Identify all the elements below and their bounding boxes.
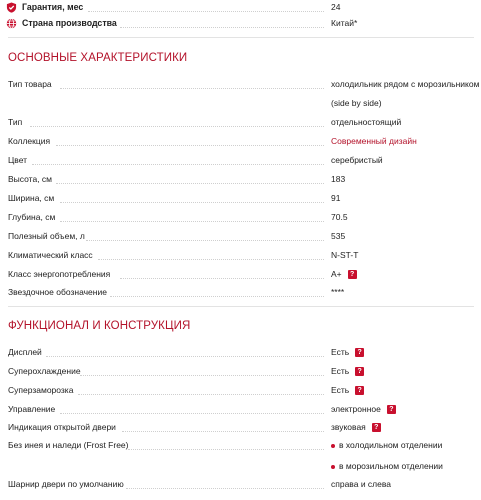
spec-label: Тип товара <box>8 79 52 89</box>
spec-value <box>331 381 364 400</box>
bullet-icon <box>331 465 335 469</box>
spec-row <box>0 151 481 170</box>
section-title-features: ФУНКЦИОНАЛ И КОНСТРУКЦИЯ <box>8 320 191 332</box>
dotted-leader <box>60 221 324 222</box>
spec-value-text: Есть <box>331 385 350 395</box>
help-icon[interactable]: ? <box>355 348 364 357</box>
spec-value: холодильник рядом с морозильником <box>331 79 480 89</box>
spec-row <box>0 113 481 132</box>
spec-row <box>0 94 481 113</box>
section-divider <box>8 306 474 307</box>
spec-value: 535 <box>331 231 346 241</box>
spec-value: серебристый <box>331 155 383 165</box>
spec-row <box>0 75 481 94</box>
spec-value: отдельностоящий <box>331 117 402 127</box>
spec-row <box>0 265 481 284</box>
spec-row <box>0 381 481 400</box>
dotted-leader <box>88 11 324 12</box>
dotted-leader <box>128 449 324 450</box>
dotted-leader <box>86 240 324 241</box>
dotted-leader <box>80 375 324 376</box>
spec-row <box>0 283 481 302</box>
spec-label: Суперзаморозка <box>8 385 74 395</box>
spec-value-text: электронное <box>331 404 381 414</box>
spec-label: Тип <box>8 117 23 127</box>
dotted-leader <box>46 356 324 357</box>
dotted-leader <box>120 278 324 279</box>
spec-label: Ширина, см <box>8 193 55 203</box>
spec-label: Полезный объем, л <box>8 231 85 241</box>
spec-value-text: Есть <box>331 366 350 376</box>
spec-row <box>0 189 481 208</box>
spec-value <box>331 400 396 419</box>
spec-label: Класс энергопотребления <box>8 269 111 279</box>
help-icon[interactable]: ? <box>387 405 396 414</box>
dotted-leader <box>60 202 324 203</box>
dotted-leader <box>60 88 324 89</box>
spec-label: Индикация открытой двери <box>8 422 116 432</box>
spec-value <box>331 436 442 455</box>
spec-label: Климатический класс <box>8 250 93 260</box>
section-title-main: ОСНОВНЫЕ ХАРАКТЕРИСТИКИ <box>8 52 188 64</box>
dotted-leader <box>56 145 324 146</box>
dotted-leader <box>120 27 324 28</box>
spec-value <box>331 265 357 284</box>
spec-value: N-ST-T <box>331 250 359 260</box>
spec-row <box>0 475 481 494</box>
spec-row <box>0 418 481 437</box>
spec-label: Коллекция <box>8 136 51 146</box>
collection-link[interactable]: Современный дизайн <box>331 136 417 146</box>
spec-value <box>331 457 443 476</box>
spec-label: Дисплей <box>8 347 42 357</box>
spec-value: 91 <box>331 193 341 203</box>
dotted-leader <box>30 126 324 127</box>
spec-value: 24 <box>331 2 341 12</box>
help-icon[interactable]: ? <box>355 386 364 395</box>
dotted-leader <box>56 183 324 184</box>
dotted-leader <box>32 164 324 165</box>
spec-label: Страна производства <box>22 18 117 28</box>
spec-value-text: звуковая <box>331 422 366 432</box>
dotted-leader <box>110 296 324 297</box>
spec-value-text: в морозильном отделении <box>339 461 443 471</box>
spec-row <box>0 227 481 246</box>
help-icon[interactable]: ? <box>372 423 381 432</box>
dotted-leader <box>126 488 324 489</box>
section-divider <box>8 37 474 38</box>
spec-row <box>0 170 481 189</box>
spec-value-text: A+ <box>331 269 342 279</box>
spec-value-text: в холодильном отделении <box>339 440 443 450</box>
spec-row <box>0 457 481 476</box>
spec-value <box>331 343 364 362</box>
spec-row <box>0 343 481 362</box>
spec-value: 183 <box>331 174 346 184</box>
spec-label: Суперохлаждение <box>8 366 81 376</box>
spec-row <box>0 208 481 227</box>
spec-value: справа и слева <box>331 479 392 489</box>
spec-label: Высота, см <box>8 174 53 184</box>
spec-row <box>0 246 481 265</box>
spec-label: Звездочное обозначение <box>8 287 107 297</box>
help-icon[interactable]: ? <box>348 270 357 279</box>
spec-value: Китай* <box>331 18 358 28</box>
spec-row <box>0 132 481 151</box>
spec-value-text: Есть <box>331 347 350 357</box>
dotted-leader <box>60 413 324 414</box>
spec-row <box>0 362 481 381</box>
spec-value: 70.5 <box>331 212 348 222</box>
spec-row <box>0 436 481 455</box>
spec-value: (side by side) <box>331 98 382 108</box>
spec-row-country <box>0 14 481 33</box>
shield-check-icon <box>6 2 17 13</box>
spec-label: Без инея и наледи (Frost Free) <box>8 440 129 450</box>
spec-value <box>331 418 381 437</box>
dotted-leader <box>98 259 324 260</box>
bullet-icon <box>331 444 335 448</box>
spec-value <box>331 362 364 381</box>
spec-row <box>0 400 481 419</box>
dotted-leader <box>122 431 324 432</box>
spec-label: Цвет <box>8 155 28 165</box>
spec-value: **** <box>331 287 345 297</box>
help-icon[interactable]: ? <box>355 367 364 376</box>
dotted-leader <box>78 394 324 395</box>
spec-label: Глубина, см <box>8 212 56 222</box>
spec-label: Управление <box>8 404 56 414</box>
globe-icon <box>6 18 17 29</box>
spec-label: Шарнир двери по умолчанию <box>8 479 124 489</box>
spec-label: Гарантия, мес <box>22 2 84 12</box>
